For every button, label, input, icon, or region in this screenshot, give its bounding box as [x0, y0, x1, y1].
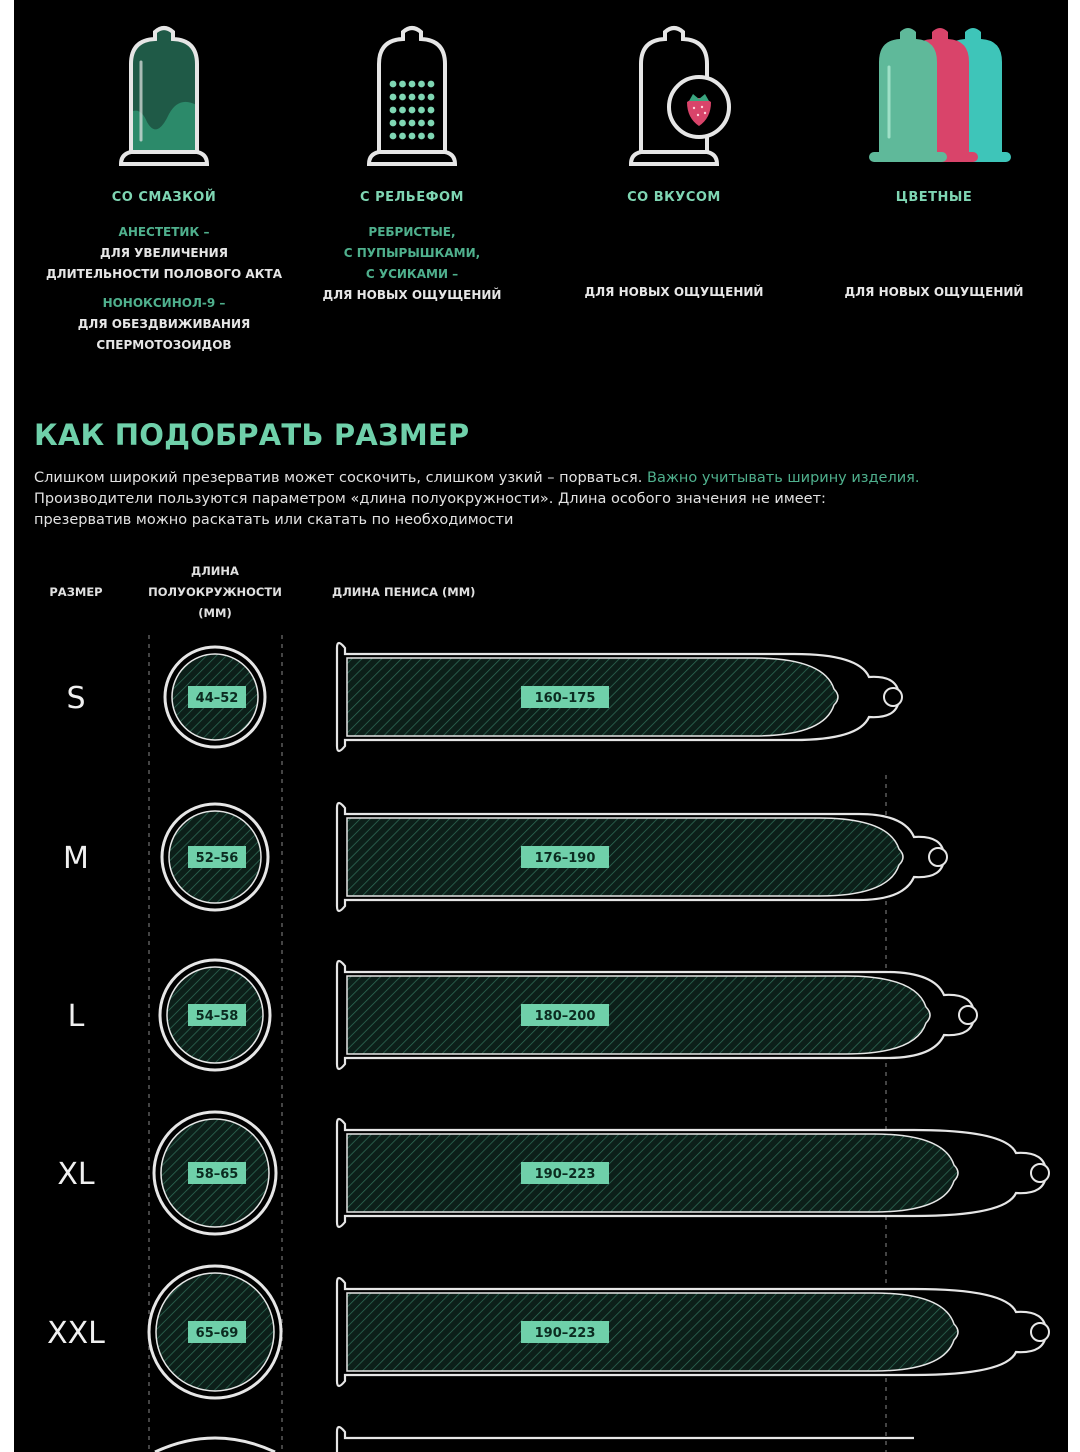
texture-dot [390, 94, 397, 101]
size-label: XXL [47, 1316, 105, 1351]
type-line: С УСИКАМИ – [365, 267, 459, 281]
type-line: ДЛЯ ОБЕЗДВИЖИВАНИЯ [77, 317, 251, 331]
texture-dot [390, 133, 397, 140]
intro-part1: Слишком широкий презерватив может соскочить, слишком узкий – порваться. [34, 470, 648, 486]
size-label: M [63, 841, 89, 876]
type-textured [282, 0, 542, 380]
column-header-width-line: ПОЛУОКРУЖНОСТИ [148, 585, 282, 599]
size-label: L [67, 999, 85, 1034]
type-title: ЦВЕТНЫЕ [895, 190, 973, 205]
texture-dot [418, 107, 425, 114]
type-description [544, 282, 804, 303]
type-description [34, 222, 294, 356]
size-row [66, 643, 902, 751]
type-line: АНЕСТЕТИК – [118, 225, 210, 239]
column-header-width [140, 561, 290, 624]
texture-dot [399, 133, 406, 140]
strawberry-flavored-condom-icon [579, 22, 769, 182]
lubricated-condom-icon [69, 22, 259, 182]
texture-dot [418, 94, 425, 101]
column-header-length: ДЛИНА ПЕНИСА (ММ) [332, 585, 476, 599]
size-row [68, 960, 977, 1070]
type-flavored [544, 0, 804, 380]
column-header-width-line: ДЛИНА [191, 564, 239, 578]
length-value: 160–175 [534, 691, 596, 706]
texture-dot [399, 81, 406, 88]
reservoir-tip [1031, 1323, 1049, 1341]
length-value: 190–223 [534, 1167, 596, 1182]
reservoir-tip [884, 688, 902, 706]
length-value: 180–200 [534, 1009, 596, 1024]
size-row-partial [155, 1427, 914, 1452]
type-line: РЕБРИСТЫЕ, [368, 225, 456, 239]
texture-dot [428, 107, 435, 114]
size-row [63, 803, 947, 911]
girth-circle [155, 1438, 275, 1452]
reservoir-tip [1031, 1164, 1049, 1182]
intro-accent: Важно учитывать ширину изделия. [647, 470, 920, 486]
type-lubricated [34, 0, 294, 380]
girth-value: 58–65 [195, 1167, 239, 1182]
intro-line2: Производители пользуются параметром «длина полуокружности». Длина особого значения не имеет: [34, 491, 826, 507]
colored-condoms-icon [839, 22, 1029, 182]
texture-dot [399, 120, 406, 127]
intro-text [34, 468, 1044, 531]
texture-dot [409, 133, 416, 140]
type-title: СО СМАЗКОЙ [111, 190, 217, 205]
girth-value: 65–69 [195, 1326, 239, 1341]
penis-shape [347, 1134, 958, 1212]
condom-outline [337, 1427, 914, 1452]
texture-dot [428, 120, 435, 127]
type-title: С РЕЛЬЕФОМ [360, 190, 464, 205]
type-line: ДЛИТЕЛЬНОСТИ ПОЛОВОГО АКТА [45, 267, 282, 281]
section-heading: КАК ПОДОБРАТЬ РАЗМЕР [34, 418, 470, 452]
type-title: СО ВКУСОМ [627, 190, 721, 205]
size-row [57, 1112, 1049, 1234]
type-description [804, 282, 1064, 303]
type-line: ДЛЯ УВЕЛИЧЕНИЯ [100, 246, 228, 260]
texture-dot [409, 94, 416, 101]
texture-dot [418, 120, 425, 127]
type-line: ДЛЯ НОВЫХ ОЩУЩЕНИЙ [844, 285, 1024, 299]
size-label: XL [57, 1157, 95, 1192]
condom-types [14, 0, 1068, 380]
type-line: НОНОКСИНОЛ-9 – [102, 296, 226, 310]
size-label: S [66, 681, 86, 716]
penis-shape [347, 1293, 958, 1371]
intro-line3: презерватив можно раскатать или скатать по необходимости [34, 512, 514, 528]
type-line: С ПУПЫРЫШКАМИ, [343, 246, 481, 260]
type-line: ДЛЯ НОВЫХ ОЩУЩЕНИЙ [322, 288, 502, 302]
girth-value: 44–52 [195, 691, 239, 706]
texture-dot [428, 94, 435, 101]
column-header-width-line: (ММ) [198, 606, 232, 620]
textured-condom-icon [317, 22, 507, 182]
texture-dot [409, 107, 416, 114]
length-value: 190–223 [534, 1326, 596, 1341]
length-value: 176–190 [534, 851, 596, 866]
type-line: ДЛЯ НОВЫХ ОЩУЩЕНИЙ [584, 285, 764, 299]
size-chart [14, 620, 1068, 1452]
texture-dot [399, 94, 406, 101]
reservoir-tip [929, 848, 947, 866]
texture-dot [409, 81, 416, 88]
penis-shape [347, 818, 903, 896]
type-line: СПЕРМОТОЗОИДОВ [96, 338, 232, 352]
girth-value: 54–58 [195, 1009, 239, 1024]
girth-value: 52–56 [195, 851, 239, 866]
type-description [282, 222, 542, 306]
texture-dot [418, 133, 425, 140]
texture-dot [390, 120, 397, 127]
texture-dot [418, 81, 425, 88]
texture-dot [428, 133, 435, 140]
texture-dot [409, 120, 416, 127]
texture-dot [399, 107, 406, 114]
column-header-size: РАЗМЕР [49, 585, 103, 599]
texture-dot [428, 81, 435, 88]
penis-shape [347, 976, 930, 1054]
size-row [47, 1266, 1049, 1398]
texture-dot [390, 81, 397, 88]
type-colored [804, 0, 1064, 380]
infographic [14, 0, 1068, 1452]
reservoir-tip [959, 1006, 977, 1024]
texture-dot [390, 107, 397, 114]
